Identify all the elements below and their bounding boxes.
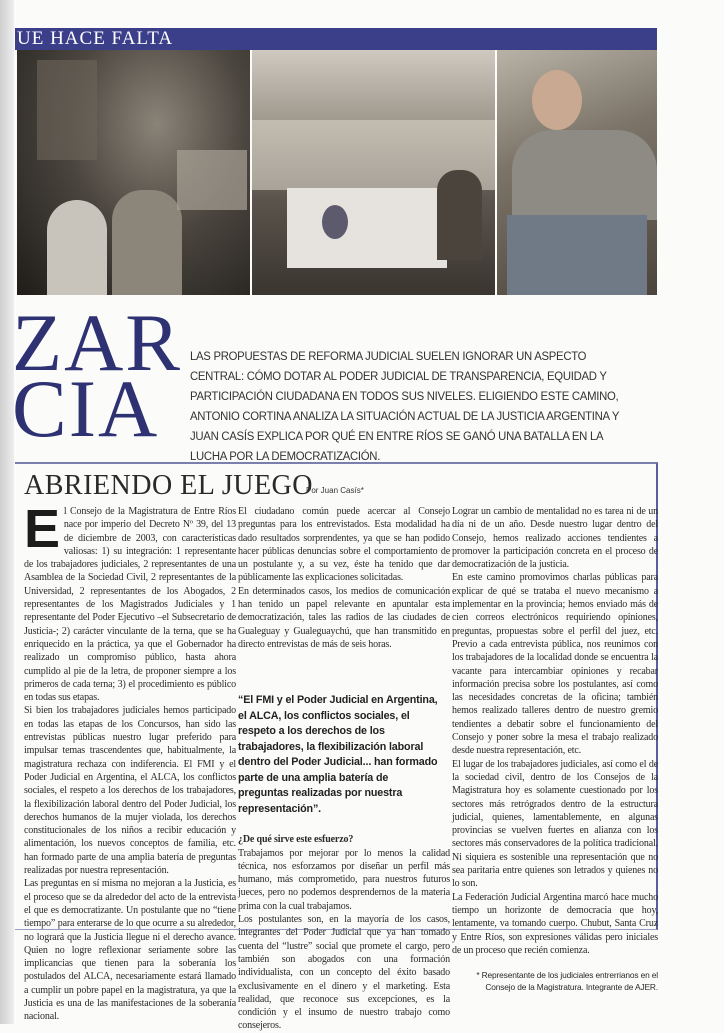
section-header: UE HACE FALTA bbox=[15, 28, 657, 50]
article-column-1 bbox=[24, 499, 236, 1024]
subheading: ¿De qué sirve este esfuerzo? bbox=[238, 834, 354, 846]
paragraph: En este camino promovimos charlas públicas para explicar de qué se trataba el nuevo mecanismo a implementar en la provincia; hemos enviado más de cien correos electrónicos requiriendo opiniones, preguntas, propuestas sobre el perfil del juez, etc. Previo a cada entrevista pública, nos reunimos con los trabajadores de la localidad donde se encuentra la vacante para intercambiar opiniones y recabar información precisa sobre los postulantes, así como las necesidades concretas de la oficina; también hemos realizado talleres dentro de nuestro gremio tendientes a debatir sobre el funcionamiento del Consejo y poner sobre la mesa el trabajo realizado desde nuestra representación, etc. bbox=[452, 572, 658, 757]
paragraph: Si bien los trabajadores judiciales hemos participado en todas las etapas de los Concursos, han sido las entrevistas públicas nuestro lugar preferido para impulsar temas trascendentes que, habitualmente, la magistratura rechaza con indiferencia. El FMI y el Poder Judicial en Argentina, el ALCA, los conflictos sociales, el respeto a los derechos de los trabajadores, la flexibilización laboral dentro del Poder Judicial, los derechos humanos de la mujer violada, los derechos constitucionales de los niños a recibir educación y alimentación, los nuevos conceptos de familia, etc. han formado parte de una amplia batería de preguntas realizadas por nuestra representación. bbox=[24, 705, 236, 877]
article-title: ABRIENDO EL JUEGO bbox=[24, 470, 313, 501]
photo-audience bbox=[17, 50, 250, 295]
author-footnote: * Representante de los judiciales entrerrianos en el Consejo de la Magistratura. Integrante de AJER. bbox=[476, 970, 658, 993]
paragraph: Las preguntas en sí misma no mejoran a la Justicia, es el proceso que se da alrededor del acto de la entrevista el que es democratizante. Un postulante que no “tiene tiempo” para enterarse de lo que ocurre a su alrededor, no logrará que la Justicia llegue ni el derecho avance. Quien no logre reflexionar seriamente sobre las implicancias que tienen para la soberanía los postulados del ALCA, necesariamente estará llamado a cumplir un pobre papel en la magistratura, ya que la Justicia es una de las manifestaciones de la soberanía nacional. bbox=[24, 878, 236, 1023]
pull-quote: “El FMI y el Poder Judicial en Argentina, el ALCA, los conflictos sociales, el respeto a los derechos de los trabajadores, la flexibilización laboral dentro del Poder Judicial... han formado parte de una amplia batería de preguntas realizadas por nuestra representación”. bbox=[238, 694, 438, 815]
paragraph: Trabajamos por mejorar por lo menos la calidad técnica, nos esforzamos por diseñar un perfil más humano, más comprometido, para nuestros futuros jueces, pero no podemos desprendernos de la materia prima con la cual trabajamos. bbox=[238, 847, 450, 912]
article-column-3 bbox=[452, 505, 658, 993]
paragraph: En determinados casos, los medios de comunicación han tenido un papel relevante en apuntalar esta democratización, tales las radios de las ciudades de Gualeguay y Gualeguaychú, que han transmitido en directo entrevistas de más de seis horas. bbox=[238, 585, 450, 650]
photo-panel-table bbox=[252, 50, 495, 295]
article-column-2 bbox=[238, 505, 450, 1033]
paragraph: l Consejo de la Magistratura de Entre Ríos nace por imperio del Decreto Nº 39, del 13 de diciembre de 2003, con características valiosas: 1) su integración: 1 representante de los trabajadores judiciales, 2 representantes de una Asamblea de la Sociedad Civil, 2 representantes de la Universidad, 2 representantes de los Abogados, 2 representantes de los Magistrados Judiciales y 1 representante del Poder Ejecutivo –el Subsecretario de Justicia-; 2) carácter vinculante de la terna, que se ha enriquecido en la práctica, ya que el Gobernador ha realizado un compromiso público, hasta ahora cumplido al pie de la letra, de proponer siempre a los primeros de cada terna; 3) el procedimiento es público en todas sus etapas. bbox=[24, 506, 236, 704]
paragraph: Lograr un cambio de mentalidad no es tarea ni de un día ni de un año. Desde nuestro lugar dentro del Consejo, hemos realizado acciones tendientes a promover la participación concreta en el proceso de democratización de la justicia. bbox=[452, 506, 658, 571]
headline-part-2: CIA bbox=[12, 363, 160, 454]
photo-speaker bbox=[497, 50, 657, 295]
paragraph: El lugar de los trabajadores judiciales, así como el de la sociedad civil, dentro de los Consejos de la Magistratura hoy es solamente cuestionado por los sectores más retrógrados dentro de la estructura judicial, quienes, lamentablemente, en algunas provincias se vuelven fuertes en alianza con los sectores más conservadores de la política tradicional. Ni siquiera es sostenible una representación que no sea paritaria entre quienes son letrados y quienes no lo son. bbox=[452, 758, 658, 890]
page-edge bbox=[0, 0, 14, 1024]
paragraph: Los postulantes son, en la mayoría de los casos, integrantes del Poder Judicial que ya han tomado cuenta del “lustre” social que promete el cargo, pero también son abogados con una formación individualista, con un concepto del éxito basado exclusivamente en el dinero y el marketing. Esta realidad, que reconoce sus excepciones, es la condición y el insumo de nuestro trabajo como consejeros. bbox=[238, 914, 450, 1032]
headline-part-1: ZAR bbox=[12, 297, 182, 388]
paragraph: El ciudadano común puede acercar al Consejo preguntas para los entrevistados. Esta modalidad ha dado resultados sorprendentes, ya que se han podido hacer públicas denuncias sobre el comportamiento de un postulante y, a su vez, éste ha tenido que dar públicamente las explicaciones solicitadas. bbox=[238, 506, 450, 584]
article-byline: Por Juan Casís* bbox=[306, 486, 364, 495]
paragraph: La Federación Judicial Argentina marcó hace mucho tiempo un horizonte de democracia que hoy, lentamente, va tomando cuerpo. Chubut, Santa Cruz y Entre Ríos, son expresiones válidas pero iniciales de un proceso que recién comienza. bbox=[452, 891, 658, 956]
deck-summary: LAS PROPUESTAS DE REFORMA JUDICIAL SUELEN IGNORAR UN ASPECTO CENTRAL: CÓMO DOTAR AL PODER JUDICIAL DE TRANSPARENCIA, EQUIDAD Y PARTICIPACIÓN CIUDADANA EN TODOS SUS NIVELES. ELIGIENDO ESTE CAMINO, ANTONIO CORTINA ANALIZA LA SITUACIÓN ACTUAL DE LA JUSTICIA ARGENTINA Y JUAN CASÍS EXPLICA POR QUÉ EN ENTRE RÍOS SE GANÓ UNA BATALLA EN LA LUCHA POR LA DEMOCRATIZACIÓN. bbox=[190, 349, 619, 463]
drop-cap: E bbox=[24, 499, 60, 559]
